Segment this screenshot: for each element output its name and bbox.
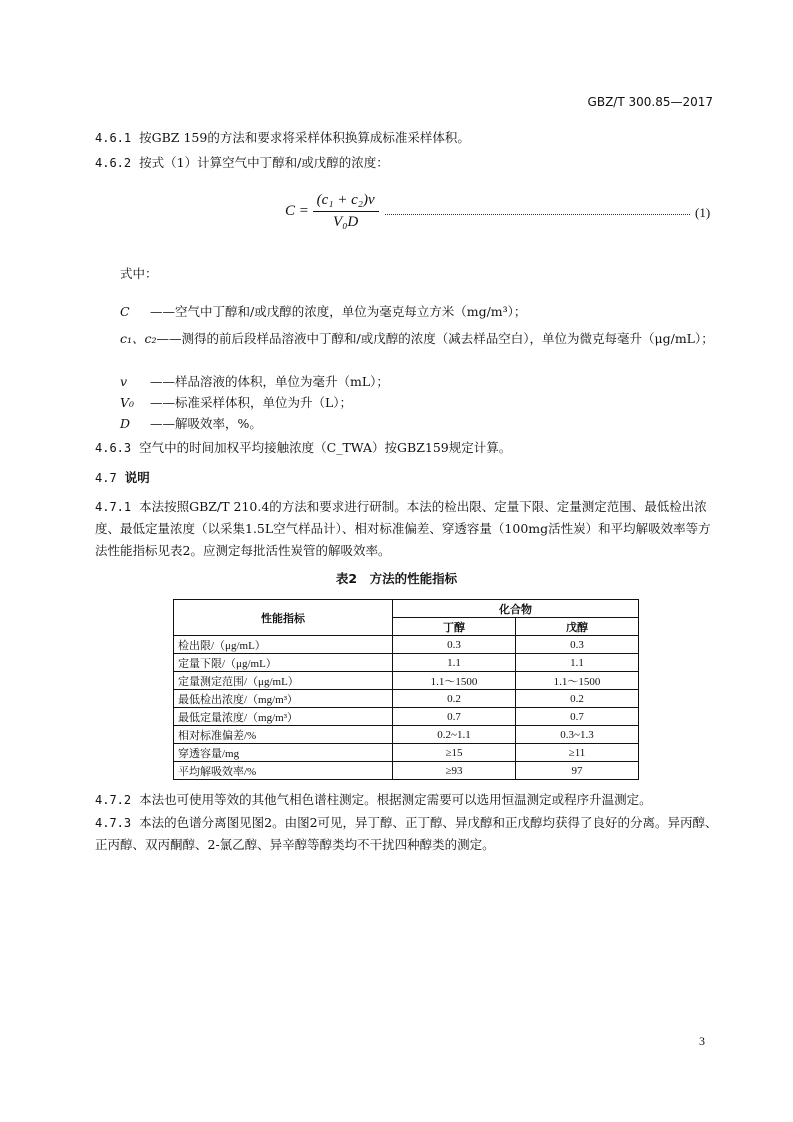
clause-4-7-2 [95, 788, 720, 812]
definition-text: ——解吸效率，%。 [150, 416, 262, 431]
definition-text: ——样品溶液的体积，单位为毫升（mL）； [150, 374, 389, 389]
butanol-value: 0.2~1.1 [393, 726, 516, 744]
pentanol-value: 1.1 [516, 654, 639, 672]
where-label: 式中： [120, 266, 158, 281]
clause-number: 4.6.3 [95, 441, 132, 455]
clause-number: 4.6.1 [95, 131, 132, 145]
row-label: 平均解吸效率/% [174, 762, 393, 780]
section-number: 4.7 [95, 471, 117, 485]
header-indicator: 性能指标 [174, 600, 393, 636]
performance-table [173, 599, 639, 780]
definition-c1-c2 [120, 327, 720, 351]
butanol-value: 0.2 [393, 690, 516, 708]
formula-leader-dots [385, 206, 690, 215]
formula-numerator: (c₁ + c₂)v [313, 192, 379, 212]
table-row [174, 654, 639, 672]
clause-4-7-3 [95, 812, 720, 856]
definition-c [120, 300, 720, 324]
definition-text: ——空气中丁醇和/或戊醇的浓度，单位为毫克每立方米（mg/m³）； [150, 304, 527, 319]
row-label: 检出限/（μg/mL） [174, 636, 393, 654]
table-row [174, 744, 639, 762]
row-label: 穿透容量/mg [174, 744, 393, 762]
table-row [174, 636, 639, 654]
table-row [174, 708, 639, 726]
clause-text: 本法按照GBZ/T 210.4的方法和要求进行研制。本法的检出限、定量下限、定量测定范围、最低检出浓度、最低定量浓度（以采集1.5L空气样品计）、相对标准偏差、穿透容量（100mg活性炭）和平均解吸效率等方法性能指标见表2。应测定每批活性炭管的解吸效率。 [95, 499, 711, 558]
formula-lhs: C = [285, 202, 309, 219]
table-caption: 表2 方法的性能指标 [335, 571, 458, 586]
definition-symbol: v [120, 374, 128, 389]
clause-text: 本法也可使用等效的其他气相色谱柱测定。根据测定需要可以选用恒温测定或程序升温测定。 [139, 792, 652, 807]
clause-number: 4.7.1 [95, 500, 132, 514]
section-4-7-heading [95, 466, 720, 490]
formula-denominator: V₀D [333, 214, 359, 230]
clause-number: 4.6.2 [95, 156, 132, 170]
header-compound: 化合物 [393, 600, 639, 618]
clause-text: 按式（1）计算空气中丁醇和/或戊醇的浓度： [139, 155, 389, 170]
pentanol-value: 0.3 [516, 636, 639, 654]
pentanol-value: 0.3~1.3 [516, 726, 639, 744]
clause-number: 4.7.3 [95, 816, 132, 830]
butanol-value: ≥15 [393, 744, 516, 762]
clause-text: 本法的色谱分离图见图2。由图2可见，异丁醇、正丁醇、异戊醇和正戊醇均获得了良好的分离。异丙醇、正丙醇、双丙酮醇、2-氯乙醇、异辛醇等醇类均不干扰四种醇类的测定。 [95, 815, 718, 852]
clause-number: 4.7.2 [95, 793, 132, 807]
pentanol-value: 97 [516, 762, 639, 780]
clause-4-6-1 [95, 126, 720, 150]
butanol-value: 1.1 [393, 654, 516, 672]
page-number: 3 [699, 1034, 705, 1048]
clause-4-7-1 [95, 496, 720, 562]
table-row [174, 672, 639, 690]
table-header-row [174, 600, 639, 618]
table-row [174, 690, 639, 708]
definition-symbol: C [120, 304, 130, 319]
formula-1 [285, 192, 379, 231]
equation-number: (1) [695, 205, 711, 220]
butanol-value: ≥93 [393, 762, 516, 780]
definition-text: ——测得的前后段样品溶液中丁醇和/或戊醇的浓度（减去样品空白），单位为微克每毫升（μg/mL）； [156, 331, 714, 346]
row-label: 定量测定范围/（μg/mL） [174, 672, 393, 690]
butanol-value: 1.1～1500 [393, 672, 516, 690]
clause-4-6-2 [95, 151, 720, 175]
pentanol-value: 0.2 [516, 690, 639, 708]
table-row [174, 726, 639, 744]
pentanol-value: 1.1～1500 [516, 672, 639, 690]
definition-symbol: c₁、c₂ [120, 331, 157, 346]
clause-text: 空气中的时间加权平均接触浓度（C_TWA）按GBZ159规定计算。 [139, 440, 512, 455]
row-label: 相对标准偏差/% [174, 726, 393, 744]
pentanol-value: 0.7 [516, 708, 639, 726]
header-butanol: 丁醇 [393, 618, 516, 636]
header-pentanol: 戊醇 [516, 618, 639, 636]
row-label: 最低检出浓度/（mg/m³） [174, 690, 393, 708]
definition-symbol: D [120, 416, 131, 431]
pentanol-value: ≥11 [516, 744, 639, 762]
butanol-value: 0.7 [393, 708, 516, 726]
formula-fraction [313, 192, 379, 231]
section-title: 说明 [124, 470, 150, 485]
clause-text: 按GBZ 159的方法和要求将采样体积换算成标准采样体积。 [139, 130, 470, 145]
butanol-value: 0.3 [393, 636, 516, 654]
definition-text: ——标准采样体积，单位为升（L）； [150, 395, 353, 410]
row-label: 最低定量浓度/（mg/m³） [174, 708, 393, 726]
row-label: 定量下限/（μg/mL） [174, 654, 393, 672]
definition-d [120, 412, 720, 436]
clause-4-6-3 [95, 436, 720, 460]
table-row [174, 762, 639, 780]
definition-symbol: V₀ [120, 395, 135, 410]
standard-number: GBZ/T 300.85—2017 [587, 95, 713, 109]
